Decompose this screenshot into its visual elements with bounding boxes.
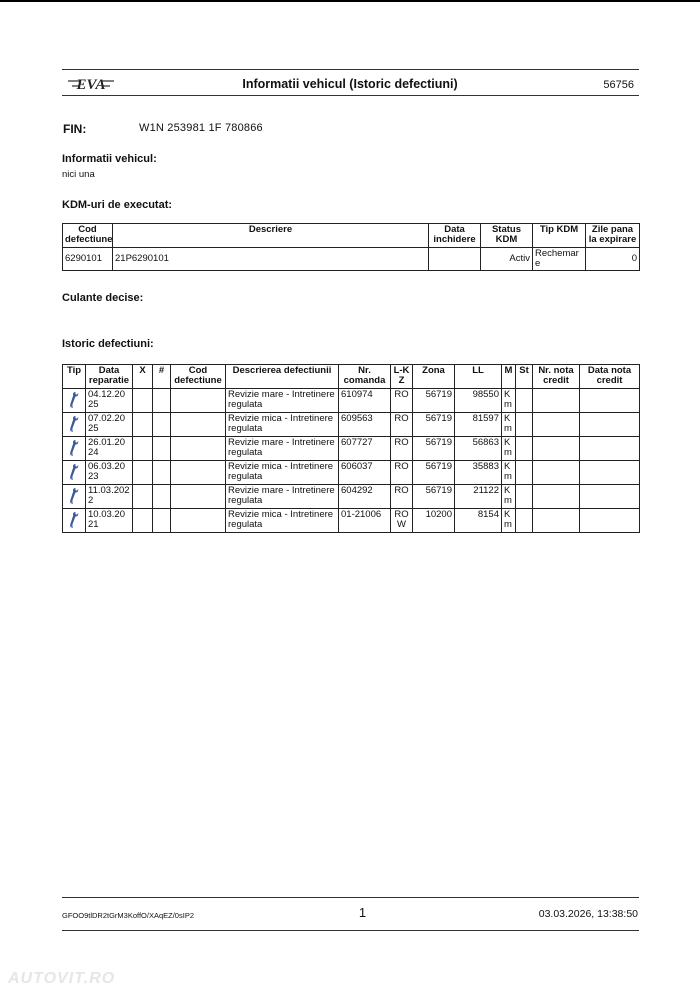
wrench-icon: [68, 487, 80, 505]
history-cell-zona: 10200: [413, 509, 455, 533]
history-cell-data: 10.03.2021: [86, 509, 133, 533]
document-number: 56756: [603, 79, 634, 91]
history-cell-x: [133, 413, 153, 437]
history-cell-x: [133, 461, 153, 485]
kdm-header-row: [63, 224, 640, 248]
kdm-cell-zile: 0: [586, 248, 640, 271]
kdm-col-descriere: Descriere: [113, 224, 429, 248]
history-cell-m: Km: [502, 413, 516, 437]
vehicle-info-heading: Informatii vehicul:: [62, 153, 157, 165]
history-cell-nr: [153, 485, 171, 509]
history-cell-data-nota: [580, 509, 640, 533]
footer-code: GFOO9tlDR2tGrM3KoffO/XAqEZ/0sIP2: [62, 911, 194, 920]
header-bottom-rule: [62, 95, 639, 96]
history-col-zona: Zona: [413, 365, 455, 389]
kdm-row: [63, 248, 640, 271]
history-cell-ll: 21122: [455, 485, 502, 509]
history-col-st: St: [516, 365, 533, 389]
history-cell-lkz: ROW: [391, 509, 413, 533]
history-cell-x: [133, 485, 153, 509]
fin-value: W1N 253981 1F 780866: [139, 122, 263, 134]
kdm-col-status: Status KDM: [481, 224, 533, 248]
history-cell-tip: [63, 437, 86, 461]
history-cell-descriere: Revizie mica - Intretinere regulata: [226, 461, 339, 485]
history-cell-data: 04.12.2025: [86, 389, 133, 413]
history-cell-descriere: Revizie mare - Intretinere regulata: [226, 485, 339, 509]
history-col-x: X: [133, 365, 153, 389]
history-cell-zona: 56719: [413, 461, 455, 485]
history-cell-comanda: 01-21006: [339, 509, 391, 533]
history-cell-nr: [153, 509, 171, 533]
history-cell-ll: 98550: [455, 389, 502, 413]
vehicle-info-text: nici una: [62, 169, 95, 180]
history-cell-m: Km: [502, 485, 516, 509]
history-cell-cod: [171, 485, 226, 509]
history-cell-comanda: 607727: [339, 437, 391, 461]
history-col-lkz: L-KZ: [391, 365, 413, 389]
history-cell-cod: [171, 413, 226, 437]
kdm-col-data: Data inchidere: [429, 224, 481, 248]
history-cell-zona: 56719: [413, 389, 455, 413]
top-border: [0, 0, 700, 2]
history-cell-tip: [63, 413, 86, 437]
history-cell-data: 06.03.2023: [86, 461, 133, 485]
history-col-cod: Cod defectiune: [171, 365, 226, 389]
watermark: AUTOVIT.RO: [8, 970, 116, 987]
history-cell-zona: 56719: [413, 485, 455, 509]
history-cell-st: [516, 461, 533, 485]
history-col-descriere: Descrierea defectiunii: [226, 365, 339, 389]
history-cell-lkz: RO: [391, 485, 413, 509]
history-cell-descriere: Revizie mica - Intretinere regulata: [226, 413, 339, 437]
history-cell-nr: [153, 437, 171, 461]
history-cell-zona: 56719: [413, 413, 455, 437]
history-cell-st: [516, 509, 533, 533]
wrench-icon: [68, 463, 80, 481]
history-cell-data-nota: [580, 437, 640, 461]
history-col-nr: #: [153, 365, 171, 389]
history-cell-lkz: RO: [391, 437, 413, 461]
history-cell-ll: 81597: [455, 413, 502, 437]
kdm-cell-status: Activ: [481, 248, 533, 271]
history-cell-comanda: 606037: [339, 461, 391, 485]
history-cell-m: Km: [502, 389, 516, 413]
history-row: [63, 461, 640, 485]
page-number: 1: [358, 905, 367, 920]
kdm-heading: KDM-uri de executat:: [62, 199, 173, 211]
history-cell-descriere: Revizie mica - Intretinere regulata: [226, 509, 339, 533]
history-cell-tip: [63, 461, 86, 485]
kdm-table: [62, 223, 640, 271]
history-cell-nr: [153, 389, 171, 413]
history-header-row: [63, 365, 640, 389]
history-cell-nota: [533, 461, 580, 485]
history-cell-m: Km: [502, 509, 516, 533]
wrench-icon: [68, 415, 80, 433]
history-col-data-nota: Data nota credit: [580, 365, 640, 389]
page-title: Informatii vehicul (Istoric defectiuni): [242, 77, 458, 91]
history-cell-cod: [171, 389, 226, 413]
history-cell-lkz: RO: [391, 413, 413, 437]
history-cell-cod: [171, 509, 226, 533]
footer-bottom-rule: [62, 930, 639, 931]
wrench-icon: [68, 439, 80, 457]
history-cell-nr: [153, 461, 171, 485]
history-cell-comanda: 604292: [339, 485, 391, 509]
history-cell-data-nota: [580, 461, 640, 485]
history-row: [63, 413, 640, 437]
history-col-ll: LL: [455, 365, 502, 389]
history-cell-cod: [171, 437, 226, 461]
history-cell-data: 11.03.2022: [86, 485, 133, 509]
wrench-icon: [68, 391, 80, 409]
history-cell-lkz: RO: [391, 389, 413, 413]
history-cell-ll: 35883: [455, 461, 502, 485]
culante-heading: Culante decise:: [62, 292, 144, 304]
history-cell-ll: 8154: [455, 509, 502, 533]
history-cell-data: 26.01.2024: [86, 437, 133, 461]
history-cell-data-nota: [580, 485, 640, 509]
history-cell-st: [516, 389, 533, 413]
history-cell-nota: [533, 509, 580, 533]
history-cell-data-nota: [580, 389, 640, 413]
history-cell-zona: 56719: [413, 437, 455, 461]
history-heading: Istoric defectiuni:: [62, 338, 154, 350]
history-col-data: Data reparatie: [86, 365, 133, 389]
history-cell-nota: [533, 485, 580, 509]
history-cell-tip: [63, 389, 86, 413]
history-cell-tip: [63, 485, 86, 509]
history-row: [63, 485, 640, 509]
history-cell-m: Km: [502, 461, 516, 485]
kdm-cell-descriere: 21P6290101: [113, 248, 429, 271]
svg-text:EVA: EVA: [76, 77, 106, 93]
history-cell-st: [516, 437, 533, 461]
history-cell-x: [133, 437, 153, 461]
history-row: [63, 509, 640, 533]
history-col-m: M: [502, 365, 516, 389]
history-cell-cod: [171, 461, 226, 485]
history-cell-ll: 56863: [455, 437, 502, 461]
history-cell-st: [516, 485, 533, 509]
header-top-rule: [62, 69, 639, 70]
history-row: [63, 389, 640, 413]
history-cell-nota: [533, 437, 580, 461]
history-cell-comanda: 609563: [339, 413, 391, 437]
fin-label: FIN:: [63, 122, 87, 136]
kdm-col-zile: Zile pana la expirare: [586, 224, 640, 248]
history-cell-descriere: Revizie mare - Intretinere regulata: [226, 389, 339, 413]
history-cell-data-nota: [580, 413, 640, 437]
footer-datetime: 03.03.2026, 13:38:50: [538, 908, 638, 920]
history-cell-x: [133, 389, 153, 413]
kdm-cell-cod: 6290101: [63, 248, 113, 271]
history-cell-tip: [63, 509, 86, 533]
kdm-cell-tip: Rechemare: [533, 248, 586, 271]
history-col-comanda: Nr. comanda: [339, 365, 391, 389]
history-col-nota: Nr. nota credit: [533, 365, 580, 389]
kdm-col-cod: Cod defectiune: [63, 224, 113, 248]
history-cell-data: 07.02.2025: [86, 413, 133, 437]
history-cell-comanda: 610974: [339, 389, 391, 413]
history-cell-st: [516, 413, 533, 437]
history-cell-descriere: Revizie mare - Intretinere regulata: [226, 437, 339, 461]
history-table: [62, 364, 640, 533]
history-cell-x: [133, 509, 153, 533]
history-cell-nota: [533, 413, 580, 437]
history-row: [63, 437, 640, 461]
wrench-icon: [68, 511, 80, 529]
history-cell-nota: [533, 389, 580, 413]
kdm-col-tip: Tip KDM: [533, 224, 586, 248]
history-cell-lkz: RO: [391, 461, 413, 485]
history-col-tip: Tip: [63, 365, 86, 389]
kdm-cell-data: [429, 248, 481, 271]
history-body: [63, 389, 640, 533]
history-cell-m: Km: [502, 437, 516, 461]
footer-top-rule: [62, 897, 639, 898]
history-cell-nr: [153, 413, 171, 437]
